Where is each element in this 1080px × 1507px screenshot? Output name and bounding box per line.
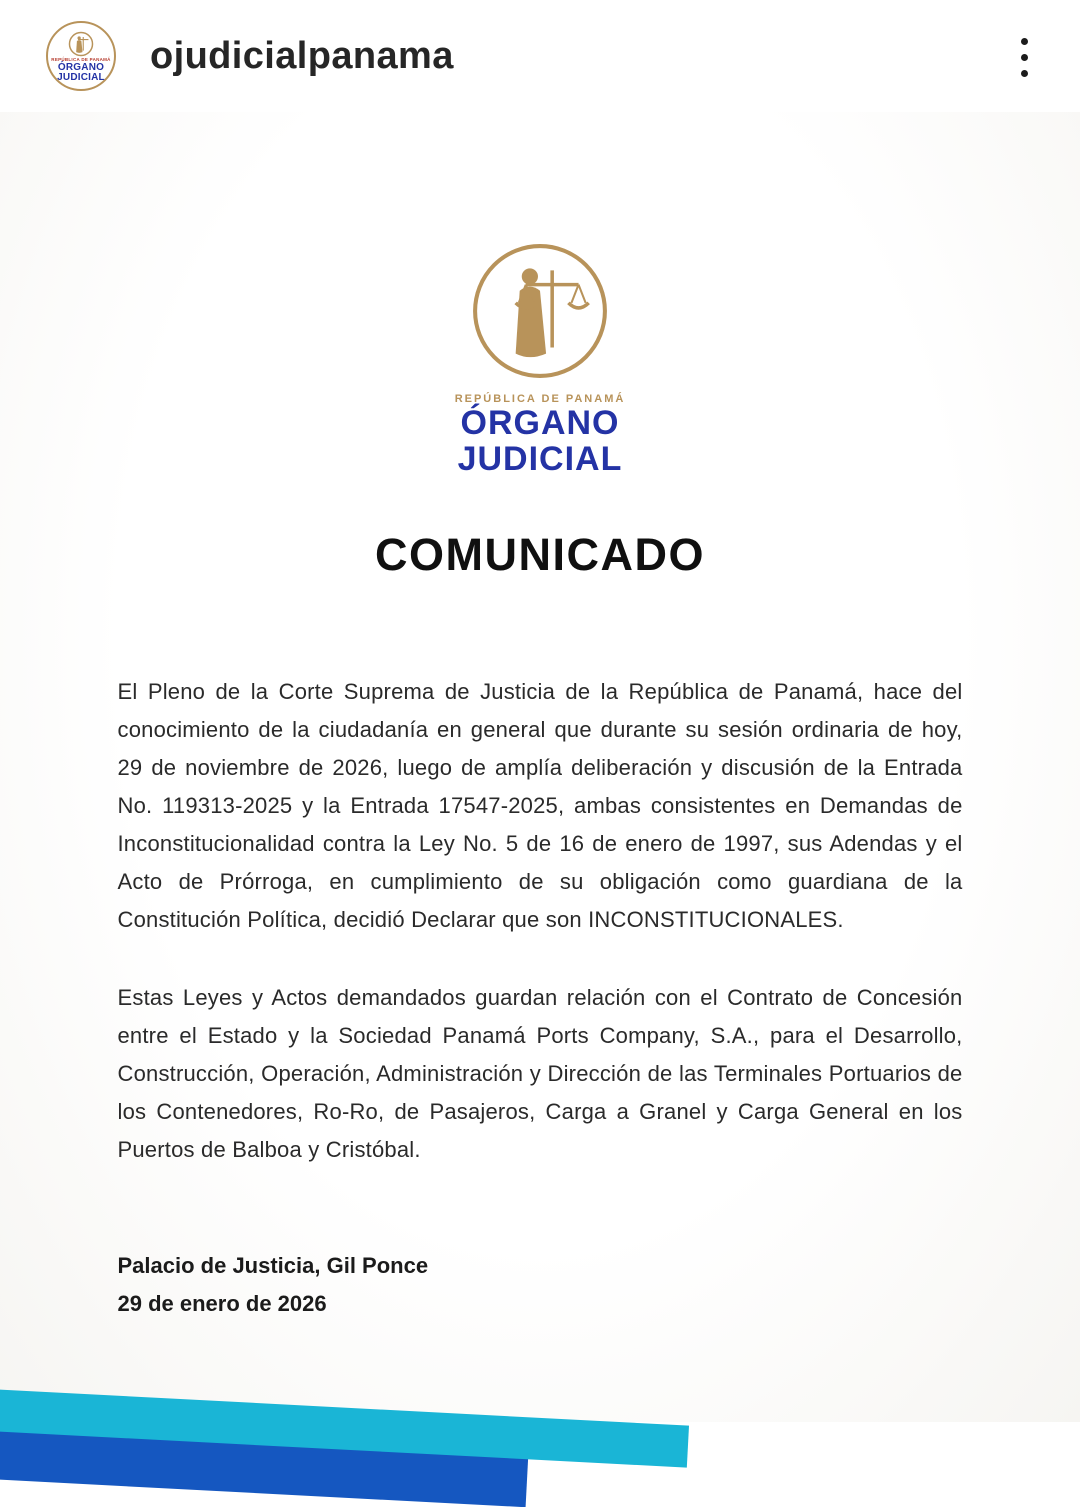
avatar[interactable] bbox=[46, 21, 116, 91]
mini-justice-seal-icon bbox=[68, 31, 94, 57]
avatar-org-line2: JUDICIAL bbox=[57, 72, 105, 83]
username[interactable]: ojudicialpanama bbox=[150, 34, 454, 77]
seal-org-line1: ÓRGANO bbox=[460, 404, 620, 442]
communique-image[interactable] bbox=[0, 112, 1080, 1422]
signature-date: 29 de enero de 2026 bbox=[117, 1291, 327, 1316]
dot bbox=[1021, 54, 1028, 61]
dot bbox=[1021, 38, 1028, 45]
organo-judicial-logo bbox=[0, 240, 1080, 477]
justice-seal-icon bbox=[469, 240, 611, 382]
more-options-icon[interactable] bbox=[1017, 34, 1032, 81]
avatar-org-line1: ÓRGANO bbox=[57, 62, 105, 73]
paragraph-2: Estas Leyes y Actos demandados guardan relación con el Contrato de Concesión entre el Estado y la Sociedad Panamá Ports Company, S.A., para el Desarrollo, Construcción, Operación, Administración y Dirección de las Terminales Portuarios de los Contenedores, Ro-Ro, de Pasajeros, Carga a Granel y Carga General en los Puertos de Balboa y Cristóbal. bbox=[117, 985, 963, 1162]
document-title: COMUNICADO bbox=[375, 529, 705, 580]
seal-republic-banner: REPÚBLICA DE PANAMÁ bbox=[454, 393, 626, 405]
avatar-republic-label: REPÚBLICA DE PANAMÁ bbox=[51, 57, 111, 63]
dot bbox=[1021, 70, 1028, 77]
signature-place: Palacio de Justicia, Gil Ponce bbox=[117, 1253, 429, 1278]
paragraph-1: El Pleno de la Corte Suprema de Justicia de la República de Panamá, hace del conocimiento de la ciudadanía en general que durante su sesión ordinaria de hoy, 29 de noviembre de 2026, luego de amplía deliberación y discusión de la Entrada No. 119313-2025 y la Entrada 17547-2025, ambas consistentes en Demandas de Inconstitucionalidad contra la Ley No. 5 de 16 de enero de 1997, sus Adendas y el Acto de Prórroga, en cumplimiento de su obligación como guardiana de la Constitución Política, decidió Declarar que son INCONSTITUCIONALES. bbox=[117, 679, 963, 932]
post-header bbox=[0, 0, 1080, 112]
signature-block bbox=[118, 1247, 963, 1323]
document-body bbox=[118, 673, 963, 1323]
seal-org-line2: JUDICIAL bbox=[457, 440, 623, 478]
